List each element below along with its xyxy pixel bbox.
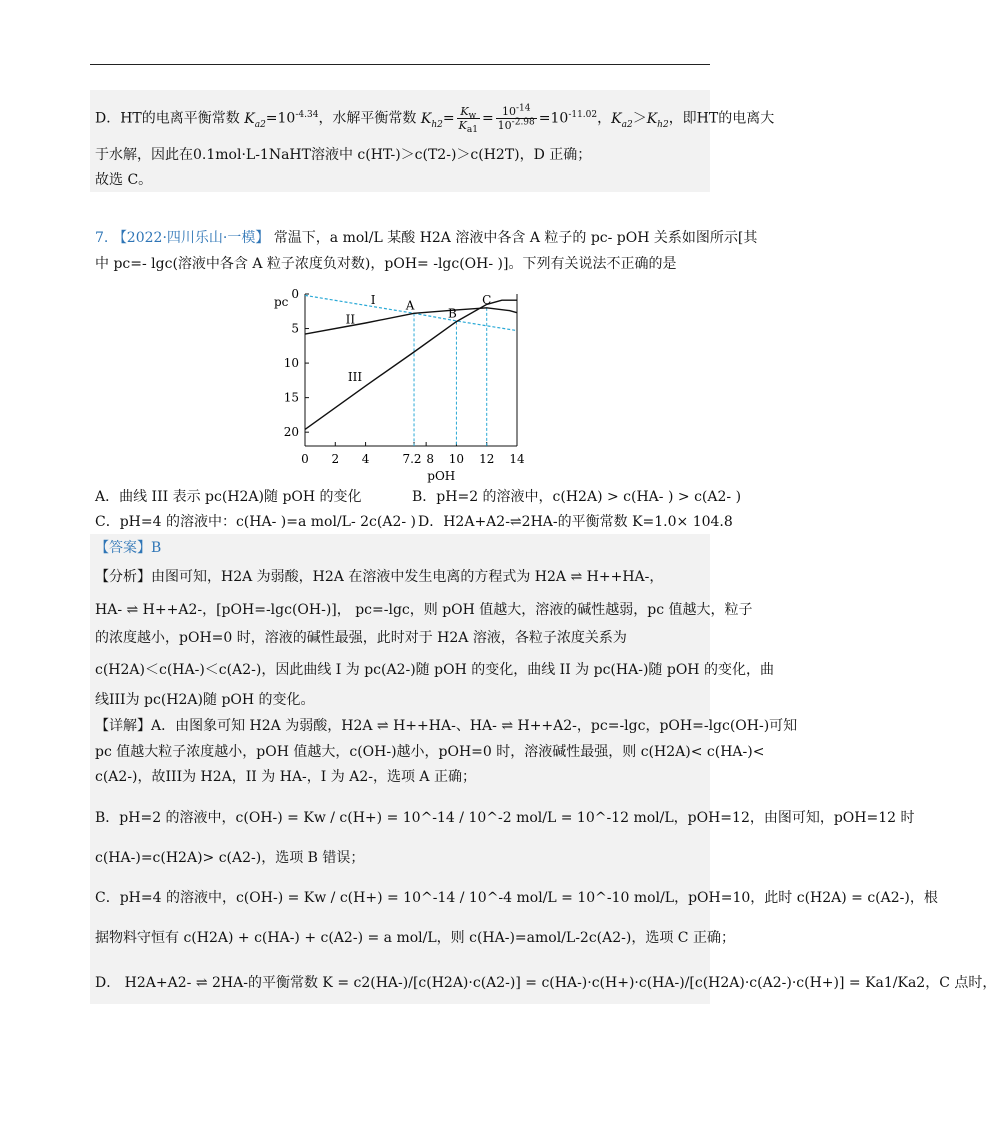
y-axis-label: pc bbox=[274, 295, 289, 309]
y-tick-label: 20 bbox=[283, 425, 299, 440]
detail-line3: c(A2-)，故III为 H2A，II 为 HA-，I 为 A2-，选项 A 正确； bbox=[95, 769, 476, 785]
x-tick-label: 8 bbox=[426, 452, 434, 466]
answer-label: 【答案】B bbox=[95, 540, 162, 556]
question-line1: 7. 【2022·四川乐山·一模】 常温下，a mol/L 某酸 H2A 溶液中各含 A 粒子的 pc- pOH 关系如图所示[其 bbox=[95, 230, 758, 246]
detail-c1: C．pH=4 的溶液中，c(OH-) = Kw / c(H+) = 10^-14 / 10^-4 mol/L = 10^-10 mol/L，pOH=10，此时 c(H2A) = c(A2-)，根 bbox=[95, 890, 938, 906]
y-tick-label: 10 bbox=[283, 356, 299, 371]
analysis-line1: 【分析】由图可知，H2A 为弱酸，H2A 在溶液中发生电离的方程式为 H2A ⇌ H++HA-， bbox=[95, 569, 664, 585]
y-tick-label: 15 bbox=[283, 390, 299, 405]
x-tick-label: 2 bbox=[331, 452, 340, 466]
option-d: D．H2A+A2-⇌2HA-的平衡常数 K=1.0× 104.8 bbox=[418, 514, 733, 530]
y-tick-label: 5 bbox=[291, 321, 299, 336]
x-tick-label: 12 bbox=[479, 452, 495, 466]
curve-label-III: III bbox=[347, 369, 363, 384]
y-tick-label: 0 bbox=[291, 287, 299, 301]
option-a: A．曲线 III 表示 pc(H2A)随 pOH 的变化 bbox=[95, 489, 362, 505]
point-label-A: A bbox=[405, 298, 415, 313]
x-axis-label: pOH bbox=[427, 469, 456, 483]
detail-line2: pc 值越大粒子浓度越小，pOH 值越大，c(OH-)越小，pOH=0 时，溶液碱性最强，则 c(H2A)< c(HA-)< bbox=[95, 744, 765, 760]
x-tick-label: 7.2 bbox=[402, 452, 422, 466]
part-d-line3: 故选 C。 bbox=[95, 172, 153, 188]
question-line2: 中 pc=- lgc(溶液中各含 A 粒子浓度负对数)，pOH= -lgc(OH- )]。下列有关说法不正确的是 bbox=[95, 256, 677, 272]
analysis-line3: 的浓度越小，pOH=0 时，溶液的碱性最强，此时对于 H2A 溶液，各粒子浓度关系为 bbox=[95, 630, 627, 646]
chart-axes bbox=[305, 294, 517, 446]
x-tick-label: 14 bbox=[509, 452, 525, 466]
detail-b2: c(HA-)=c(H2A)> c(A2-)，选项 B 错误； bbox=[95, 850, 365, 866]
x-tick-label: 10 bbox=[448, 452, 465, 466]
numeric-fraction: $\frac{10^{-14}}{10^{-2.98}}$ bbox=[497, 103, 535, 132]
detail-b1: B．pH=2 的溶液中，c(OH-) = Kw / c(H+) = 10^-14 / 10^-2 mol/L = 10^-12 mol/L，pOH=12，由图可知，pOH=12 时 bbox=[95, 810, 915, 826]
curve-label-II: II bbox=[345, 312, 356, 327]
kw-over-ka1-fraction: $\frac{K_w}{K_{a1}}$ bbox=[458, 105, 478, 136]
analysis-line4: c(H2A)＜c(HA-)＜c(A2-)，因此曲线 I 为 pc(A2-)随 pOH 的变化，曲线 II 为 pc(HA-)随 pOH 的变化，曲 bbox=[95, 662, 774, 678]
detail-d1: D． H2A+A2- ⇌ 2HA-的平衡常数 K = c2(HA-)/[c(H2A)·c(A2-)] = c(HA-)·c(H+)·c(HA-)/[c(H2A)·c(A2-)·c(H+)] = Ka1/Ka2，C 点时， bbox=[95, 975, 996, 991]
detail-line1: 【详解】A．由图象可知 H2A 为弱酸，H2A ⇌ H++HA-、HA- ⇌ H++A2-，pc=-lgc，pOH=-lgc(OH-)可知 bbox=[95, 718, 798, 734]
detail-c2: 据物料守恒有 c(H2A) + c(HA-) + c(A2-) = a mol/L，则 c(HA-)=amol/L-2c(A2-)，选项 C 正确； bbox=[95, 930, 735, 946]
pc-poh-chart bbox=[260, 280, 550, 483]
curve-III bbox=[305, 300, 517, 429]
point-label-C: C bbox=[482, 292, 492, 307]
question-number: 7. bbox=[95, 230, 109, 246]
analysis-line5: 线III为 pc(H2A)随 pOH 的变化。 bbox=[95, 692, 315, 708]
option-b: B．pH=2 的溶液中，c(H2A) > c(HA- ) > c(A2- ) bbox=[412, 489, 742, 505]
option-c: C．pH=4 的溶液中：c(HA- )=a mol/L- 2c(A2- ) bbox=[95, 514, 417, 530]
question-source: 【2022·四川乐山·一模】 bbox=[112, 230, 270, 246]
x-tick-label: 4 bbox=[361, 452, 370, 466]
curve-label-I: I bbox=[370, 293, 376, 308]
header-rule bbox=[90, 64, 710, 65]
analysis-line2: HA- ⇌ H++A2-，[pOH=-lgc(OH-)]， pc=-lgc，则 pOH 值越大，溶液的碱性越弱，pc 值越大，粒子 bbox=[95, 602, 753, 618]
part-d-line2: 于水解，因此在0.1mol·L-1NaHT溶液中 c(HT-)＞c(T2-)＞c(H2T)，D 正确； bbox=[95, 147, 592, 163]
point-label-B: B bbox=[448, 306, 457, 321]
part-d-line1: D．HT的电离平衡常数 $K_{a2}=10^{-4.34}$，水解平衡常数 $K_{h2}=$ $\frac{K_w}{K_{a1}}$ = $\frac{10^{-14}}{10^{-2.98}}$ $=10^{-11.02}$，$K_{a2}>K_{h2}$，即HT的电离大 bbox=[95, 103, 775, 136]
x-tick-label: 0 bbox=[301, 452, 309, 466]
